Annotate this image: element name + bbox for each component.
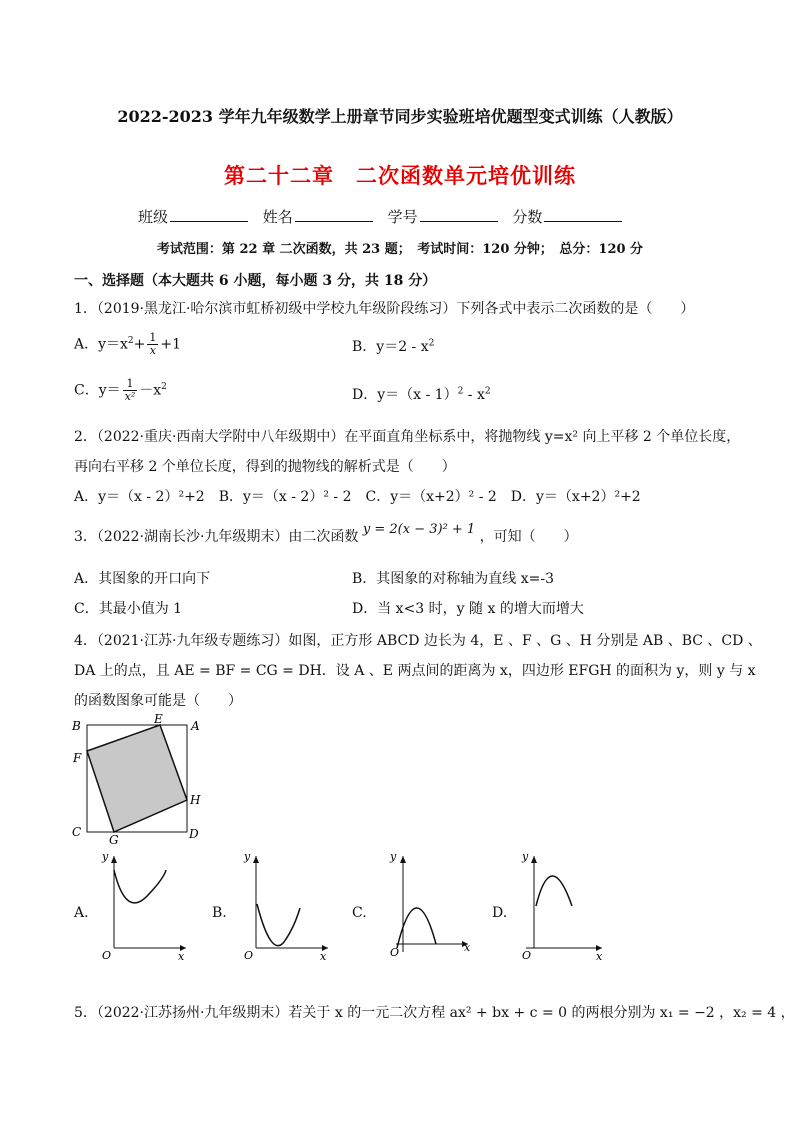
name-label: 姓名	[262, 208, 293, 226]
q1-b-sup: 2	[428, 338, 435, 349]
quadrilateral-efgh	[87, 725, 187, 832]
q1-option-a	[74, 332, 181, 357]
question-3-stem	[74, 522, 578, 546]
q4-option-b-label: B.	[212, 905, 227, 921]
q1-a-fraction	[147, 332, 158, 357]
q1-b-text: B．y＝2 - x	[352, 339, 429, 355]
q1-option-b	[352, 336, 434, 356]
square-figure	[68, 714, 208, 844]
q1-a-mid: +	[133, 336, 146, 353]
section-heading: 一、选择题（本大题共 6 小题，每小题 3 分，共 18 分）	[74, 273, 437, 289]
label-a: A	[191, 719, 200, 733]
q4-option-a-label: A.	[74, 905, 89, 921]
q1-c-text: C．y＝	[74, 382, 121, 399]
graph-d-y-label: y	[522, 850, 529, 863]
graph-d-origin: O	[522, 949, 532, 962]
q3-option-a: A．其图象的开口向下	[74, 571, 211, 587]
q3-option-c: C．其最小值为 1	[74, 601, 183, 617]
question-2-options: A．y＝（x - 2）²+2 B．y＝（x - 2）² - 2 C．y＝（x+2）² - 2 D．y＝（x+2）²+2	[74, 489, 641, 505]
q1-a-post: +1	[160, 336, 182, 353]
graph-a-x-label: x	[178, 950, 185, 963]
label-c: C	[72, 825, 82, 839]
q1-a-num: 1	[149, 331, 157, 344]
question-4-line1: 4．（2021·江苏·九年级专题练习）如图，正方形 ABCD 边长为 4，E 、F 、G 、H 分别是 AB 、BC 、CD 、	[74, 633, 762, 649]
question-5-stem: 5．（2022·江苏扬州·九年级期末）若关于 x 的一元二次方程 ax² + bx + c = 0 的两根分别为 x₁ = −2 ，x₂ = 4 ，	[74, 1005, 795, 1021]
graph-a-origin: O	[102, 949, 112, 962]
name-field[interactable]	[295, 207, 373, 222]
q1-d-sup2: 2	[484, 386, 491, 397]
q1-c-sup: 2	[161, 381, 167, 392]
q1-d-post: - x	[463, 387, 485, 403]
graph-a-curve	[114, 870, 166, 903]
q4-graph-d	[516, 848, 616, 963]
graph-c-origin: O	[390, 946, 400, 959]
q3-stem-pre: 3．（2022·湖南长沙·九年级期末）由二次函数	[74, 529, 359, 545]
question-4-line2: DA 上的点，且 AE = BF = CG = DH．设 A 、E 两点间的距离为 x，四边形 EFGH 的面积为 y，则 y 与 x	[74, 663, 756, 679]
q3-option-d: D．当 x<3 时，y 随 x 的增大而增大	[352, 601, 584, 617]
q3-stem-post: ，可知（ ）	[479, 529, 578, 545]
q4-option-c-label: C.	[352, 905, 367, 921]
number-label: 学号	[387, 208, 418, 226]
graph-d-x-label: x	[596, 950, 603, 963]
q3-formula: y = 2(x − 3)² + 1	[362, 522, 476, 537]
q3-option-b: B．其图象的对称轴为直线 x=-3	[352, 571, 555, 587]
q1-option-c	[74, 378, 167, 403]
exam-info: 考试范围：第 22 章 二次函数，共 23 题； 考试时间：120 分钟； 总分：120 分	[156, 242, 644, 257]
question-2-line1: 2．（2022·重庆·西南大学附中八年级期中）在平面直角坐标系中，将抛物线 y=x² 向上平移 2 个单位长度，	[74, 429, 741, 445]
number-field[interactable]	[420, 207, 498, 222]
class-field[interactable]	[170, 207, 248, 222]
label-g: G	[109, 833, 119, 844]
q1-a-den: x	[149, 344, 156, 357]
graph-b-x-label: x	[320, 950, 327, 963]
label-f: F	[73, 751, 82, 765]
graph-b-y-label: y	[244, 850, 251, 863]
class-label: 班级	[138, 208, 169, 226]
graph-a-y-label: y	[102, 850, 109, 863]
label-h: H	[190, 793, 201, 807]
label-b: B	[72, 719, 81, 733]
q1-d-sup1: 2	[457, 386, 464, 397]
chapter-title: 第二十二章 二次函数单元培优训练	[224, 163, 576, 188]
q4-option-d-label: D.	[492, 905, 508, 921]
label-d: D	[189, 827, 199, 841]
q1-c-num: 1	[123, 378, 138, 391]
question-4-line3: 的函数图象可能是（ ）	[74, 693, 242, 709]
q1-c-den: x²	[124, 390, 136, 403]
graph-b-curve	[257, 904, 300, 946]
q1-a-sup: 2	[127, 335, 134, 346]
label-e: E	[154, 714, 163, 726]
q1-d-text: D．y＝（x - 1）	[352, 387, 458, 403]
graph-d-curve	[536, 876, 572, 906]
student-info-row	[138, 206, 632, 227]
graph-c-y-label: y	[390, 850, 397, 863]
question-1-stem: 1．（2019·黑龙江·哈尔滨市虹桥初级中学校九年级阶段练习）下列各式中表示二次函数的是（ ）	[74, 301, 695, 317]
q1-c-post: －x	[139, 382, 162, 399]
q4-graph-a	[94, 848, 194, 963]
graph-c-x-label: x	[464, 941, 471, 954]
graph-b-origin: O	[244, 949, 254, 962]
document-header-title: 2022-2023 学年九年级数学上册章节同步实验班培优题型变式训练（人教版）	[117, 107, 683, 126]
question-2-line2: 再向右平移 2 个单位长度，得到的抛物线的解析式是（ ）	[74, 459, 456, 475]
q1-a-text: A．y＝x	[74, 336, 128, 353]
q4-graph-b	[236, 848, 336, 963]
q1-option-d	[352, 384, 491, 404]
q1-c-fraction	[123, 378, 138, 403]
q4-graph-c	[376, 848, 476, 963]
score-field[interactable]	[544, 207, 622, 222]
score-label: 分数	[512, 208, 543, 226]
